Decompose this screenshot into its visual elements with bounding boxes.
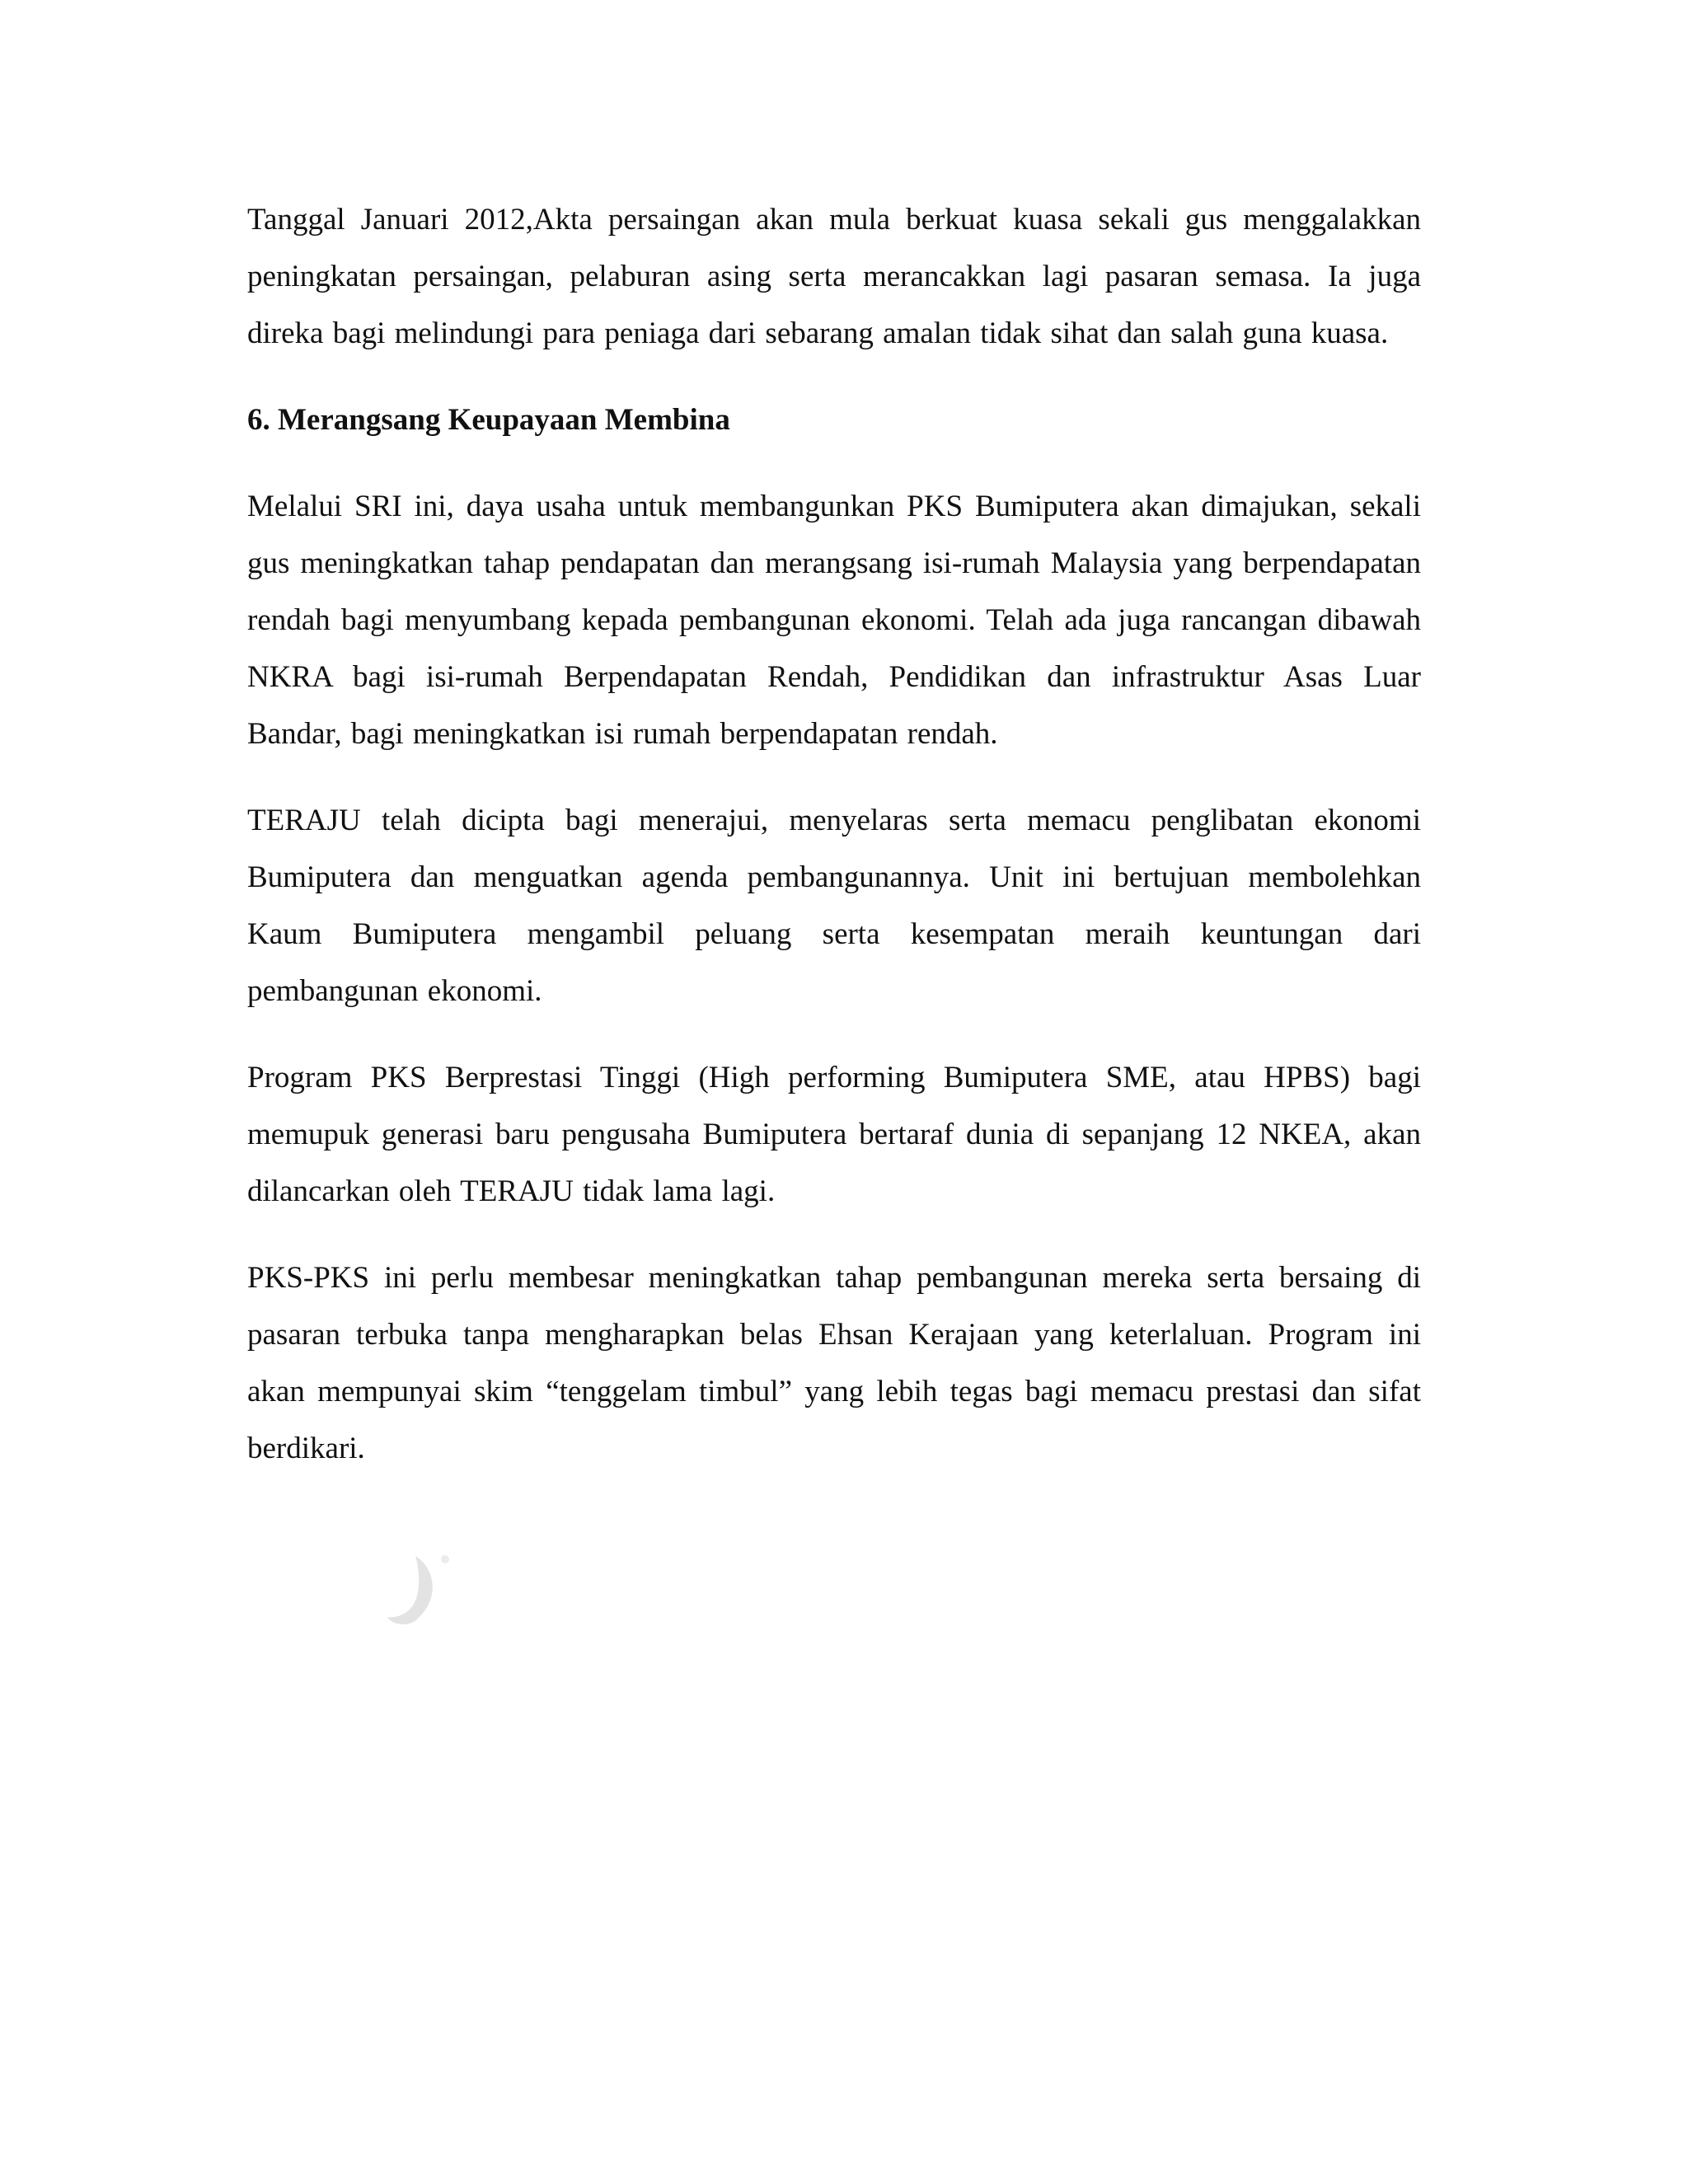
paragraph-pks: PKS-PKS ini perlu membesar meningkatkan tahap pembangunan mereka serta bersaing di pasaran terbuka tanpa mengharapkan belas Ehsan Kerajaan yang keterlaluan. Program ini akan mempunyai skim “tenggelam timbul” yang lebih tegas bagi memacu prestasi dan sifat berdikari. bbox=[247, 1261, 1421, 1465]
paragraph-hpbs: Program PKS Berprestasi Tinggi (High performing Bumiputera SME, atau HPBS) bagi memupuk generasi baru pengusaha Bumiputera bertaraf dunia di sepanjang 12 NKEA, akan dilancarkan oleh TERAJU tidak lama lagi. bbox=[247, 1061, 1421, 1208]
watermark-crescent-icon bbox=[386, 1551, 452, 1625]
document-body bbox=[247, 191, 1421, 1477]
intro-paragraph: Tanggal Januari 2012,Akta persaingan akan mula berkuat kuasa sekali gus menggalakkan peningkatan persaingan, pelaburan asing serta merancakkan lagi pasaran semasa. Ia juga direka bagi melindungi para peniaga dari sebarang amalan tidak sihat dan salah guna kuasa. bbox=[247, 203, 1421, 350]
paragraph-teraju: TERAJU telah dicipta bagi menerajui, menyelaras serta memacu penglibatan ekonomi Bumiputera dan menguatkan agenda pembangunannya. Unit ini bertujuan membolehkan Kaum Bumiputera mengambil peluang serta kesempatan meraih keuntungan dari pembangunan ekonomi. bbox=[247, 804, 1421, 1008]
paragraph-sri: Melalui SRI ini, daya usaha untuk membangunkan PKS Bumiputera akan dimajukan, sekali gus meningkatkan tahap pendapatan dan merangsang isi-rumah Malaysia yang berpendapatan rendah bagi menyumbang kepada pembangunan ekonomi. Telah ada juga rancangan dibawah NKRA bagi isi-rumah Berpendapatan Rendah, Pendidikan dan infrastruktur Asas Luar Bandar, bagi meningkatkan isi rumah berpendapatan rendah. bbox=[247, 490, 1421, 751]
section-heading: 6. Merangsang Keupayaan Membina bbox=[247, 403, 730, 437]
